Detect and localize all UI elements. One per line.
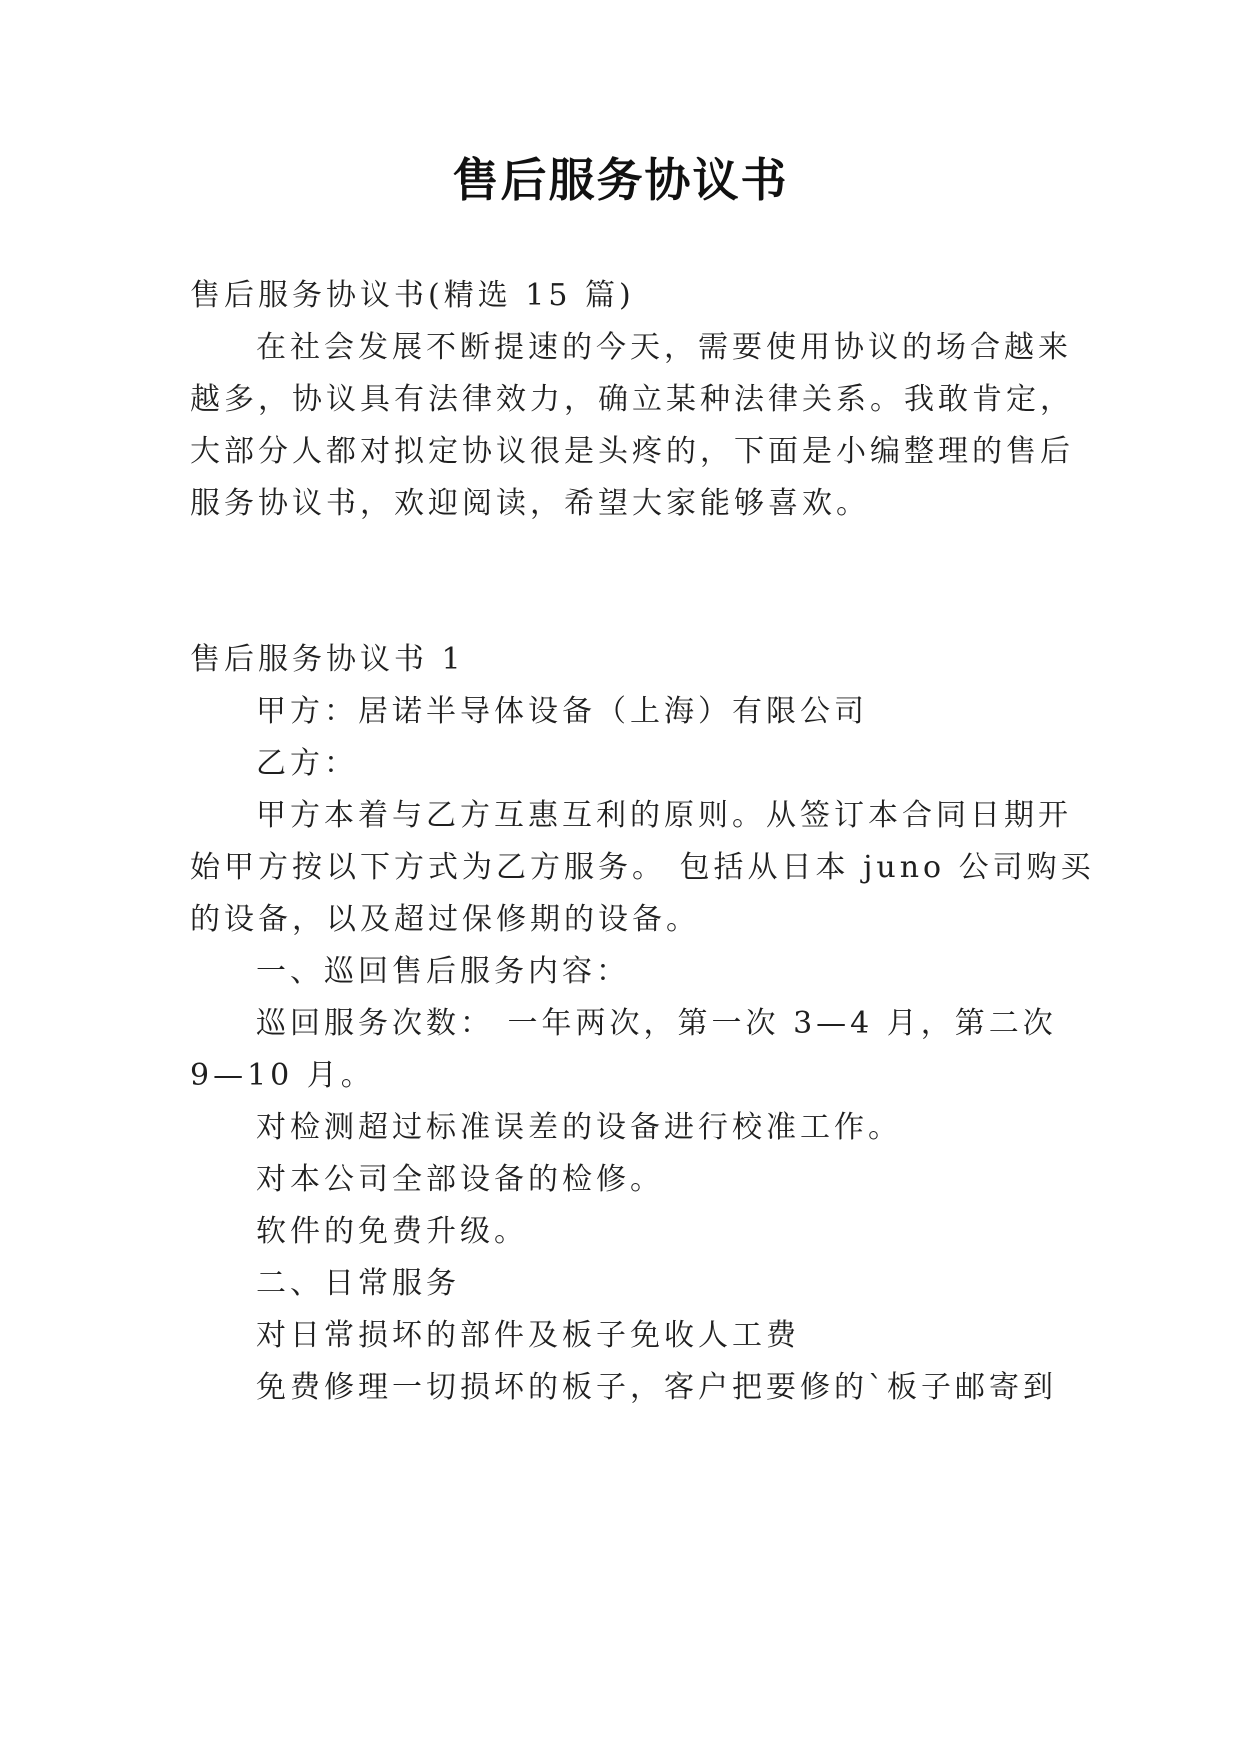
free-repair-line: 免费修理一切损坏的板子，客户把要修的`板子邮寄到 [256, 1370, 1057, 1405]
service-frequency-line-2: 9—10 月。 [190, 1058, 375, 1093]
principle-paragraph-line-3: 的设备，以及超过保修期的设备。 [190, 902, 700, 937]
principle-paragraph-line-1: 甲方本着与乙方互惠互利的原则。从签订本合同日期开 [256, 798, 1072, 833]
service-frequency-line-1: 巡回服务次数： 一年两次，第一次 3—4 月，第二次 [256, 1006, 1057, 1041]
clause-heading-1: 一、巡回售后服务内容： [256, 954, 630, 989]
software-upgrade-line: 软件的免费升级。 [256, 1214, 528, 1249]
document-title: 售后服务协议书 [452, 153, 789, 207]
party-b-line: 乙方： [256, 746, 358, 781]
labor-fee-line: 对日常损坏的部件及板子免收人工费 [256, 1318, 800, 1353]
intro-paragraph-line-3: 大部分人都对拟定协议很是头疼的，下面是小编整理的售后 [190, 434, 1074, 469]
section-heading: 售后服务协议书 1 [190, 642, 465, 677]
intro-paragraph-line-4: 服务协议书，欢迎阅读，希望大家能够喜欢。 [190, 486, 870, 521]
maintenance-line: 对本公司全部设备的检修。 [256, 1162, 664, 1197]
party-a-line: 甲方：居诺半导体设备（上海）有限公司 [256, 694, 868, 729]
principle-paragraph-line-2: 始甲方按以下方式为乙方服务。 包括从日本 juno 公司购买 [190, 850, 1095, 885]
clause-heading-2: 二、日常服务 [256, 1266, 460, 1301]
subtitle-line: 售后服务协议书(精选 15 篇) [190, 278, 635, 313]
intro-paragraph-line-1: 在社会发展不断提速的今天，需要使用协议的场合越来 [256, 330, 1072, 365]
intro-paragraph-line-2: 越多，协议具有法律效力，确立某种法律关系。我敢肯定， [190, 382, 1074, 417]
calibration-line: 对检测超过标准误差的设备进行校准工作。 [256, 1110, 902, 1145]
